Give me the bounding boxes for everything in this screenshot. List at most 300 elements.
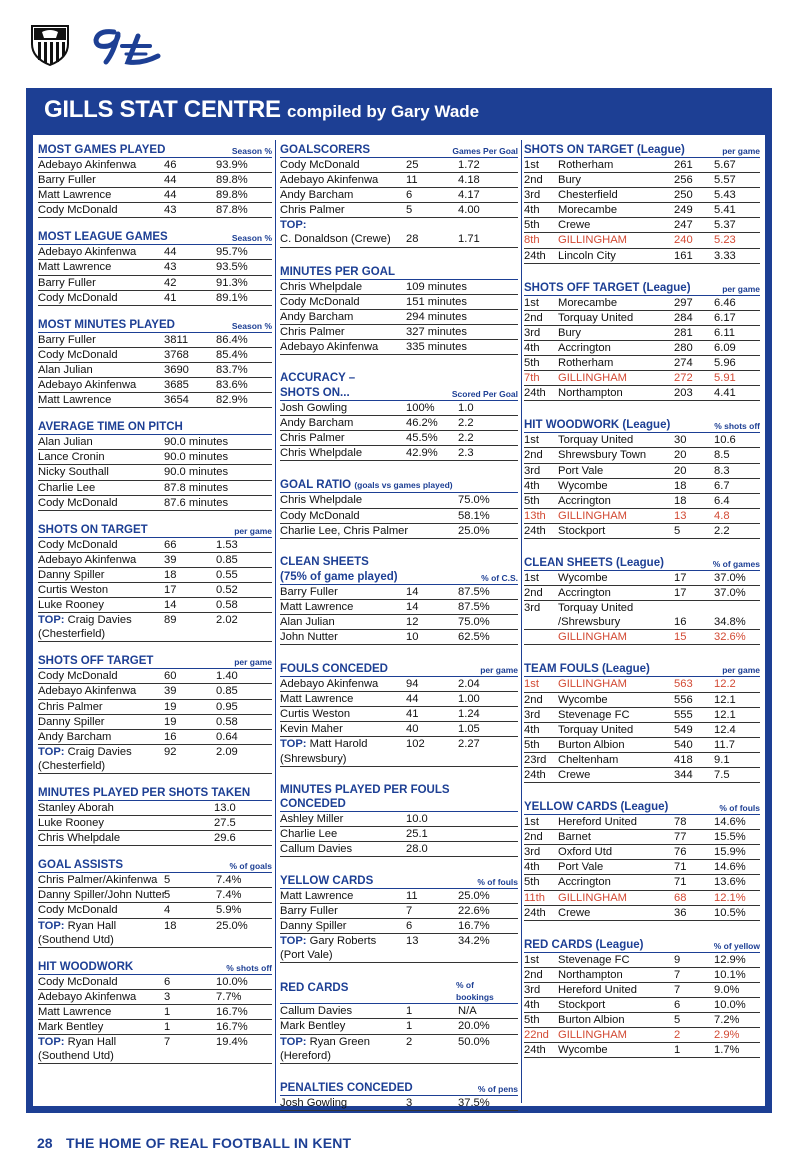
table-row bbox=[524, 296, 760, 311]
stat-percent: 20.0% bbox=[458, 1020, 490, 1033]
table-row bbox=[524, 203, 760, 218]
table-row bbox=[524, 341, 760, 356]
league-position: 4th bbox=[524, 999, 540, 1012]
table-row bbox=[524, 509, 760, 524]
club-name: (Shrewsbury) bbox=[280, 752, 347, 765]
stat-percent: 7.4% bbox=[216, 889, 242, 902]
stat-percent: 93.9% bbox=[216, 159, 248, 171]
team-name: Northampton bbox=[558, 968, 623, 981]
top-club-row bbox=[38, 759, 272, 774]
table-row bbox=[524, 601, 760, 615]
stat-value: 250 bbox=[674, 189, 693, 202]
league-position: 2nd bbox=[524, 311, 543, 324]
stat-value: 13 bbox=[674, 509, 687, 522]
table-row bbox=[280, 524, 518, 539]
section-unit: per game bbox=[722, 665, 760, 676]
table-row bbox=[38, 888, 272, 903]
stat-percent: 93.5% bbox=[216, 261, 248, 274]
team-name: Port Vale bbox=[558, 464, 604, 477]
section-title: CLEAN SHEETS bbox=[280, 555, 369, 568]
table-row bbox=[38, 173, 272, 188]
stat-value: 2 bbox=[406, 1035, 413, 1048]
team-name: GILLINGHAM bbox=[558, 678, 628, 691]
stats-column-1 bbox=[38, 142, 272, 1075]
player-name: Adebayo Akinfenwa bbox=[38, 379, 137, 392]
player-name: Nicky Southall bbox=[38, 466, 109, 479]
table-row bbox=[38, 568, 272, 583]
stat-value: 25 bbox=[406, 159, 419, 171]
table-row bbox=[524, 830, 760, 845]
stat-rate: 7.5 bbox=[714, 769, 730, 781]
stat-rate: 13.6% bbox=[714, 876, 746, 889]
stat-value: 11 bbox=[406, 174, 418, 187]
stat-value: 66 bbox=[164, 538, 177, 551]
table-row bbox=[524, 448, 760, 463]
stat-value: 44 bbox=[164, 189, 177, 202]
league-position: 3rd bbox=[524, 464, 541, 477]
league-position: 4th bbox=[524, 204, 540, 217]
team-name: Torquay United bbox=[558, 311, 634, 324]
stat-rate: 6.7 bbox=[714, 479, 730, 492]
player-name: Barry Fuller bbox=[38, 333, 96, 346]
section-unit: Scored Per Goal bbox=[451, 389, 518, 400]
stat-percent: N/A bbox=[458, 1005, 477, 1018]
hit-woodwork bbox=[38, 959, 272, 1065]
top-row bbox=[280, 1035, 518, 1049]
table-row bbox=[280, 827, 518, 842]
stat-percent: 25.0% bbox=[458, 889, 490, 902]
stat-value: 16 bbox=[164, 730, 177, 743]
stat-percent: 45.5% bbox=[406, 432, 438, 445]
top-row bbox=[38, 613, 272, 627]
league-position: 3rd bbox=[524, 846, 541, 859]
stat-value: 36 bbox=[674, 906, 687, 919]
top-label-row bbox=[280, 218, 518, 232]
stat-rate: 12.9% bbox=[714, 953, 746, 966]
player-name: Josh Gowling bbox=[280, 1096, 348, 1109]
stat-centre-frame bbox=[26, 88, 772, 1113]
stat-rate: 12.4 bbox=[714, 723, 736, 736]
club-name: (Southend Utd) bbox=[38, 1050, 114, 1063]
stat-rate: 9.1 bbox=[714, 753, 730, 766]
table-row bbox=[524, 371, 760, 386]
stat-value: 5 bbox=[164, 889, 171, 902]
table-row bbox=[524, 326, 760, 341]
most-league-games bbox=[38, 229, 272, 305]
team-name: GILLINGHAM bbox=[558, 509, 628, 522]
stat-percent: 25.0% bbox=[216, 919, 248, 932]
stat-percent: 82.9% bbox=[216, 394, 248, 407]
stat-percent: 37.5% bbox=[458, 1096, 490, 1109]
player-name: Chris Palmer bbox=[280, 204, 345, 217]
table-row bbox=[280, 1096, 518, 1111]
team-name: Stevenage FC bbox=[558, 708, 630, 721]
stat-rate: 5.57 bbox=[714, 174, 736, 187]
player-name: Luke Rooney bbox=[38, 599, 104, 612]
stat-value: 1 bbox=[406, 1020, 413, 1033]
player-name: Callum Davies bbox=[280, 1005, 353, 1018]
stat-value: 13.0 bbox=[214, 802, 236, 814]
table-row bbox=[38, 276, 272, 291]
table-row bbox=[280, 919, 518, 934]
column-divider bbox=[521, 140, 522, 1103]
stat-rate: 6.09 bbox=[714, 341, 736, 354]
table-row bbox=[38, 203, 272, 218]
league-position: 22nd bbox=[524, 1029, 549, 1042]
stat-rate: 10.0% bbox=[714, 999, 746, 1012]
table-row bbox=[38, 715, 272, 730]
table-row bbox=[524, 906, 760, 921]
stat-percent: 89.8% bbox=[216, 189, 248, 202]
stat-value: 556 bbox=[674, 693, 693, 706]
stat-value: 20 bbox=[674, 449, 687, 462]
stat-rate: 5.23 bbox=[714, 234, 736, 247]
table-row bbox=[524, 494, 760, 509]
section-title: YELLOW CARDS bbox=[280, 874, 374, 887]
table-row bbox=[280, 493, 518, 508]
stat-value: 281 bbox=[674, 326, 693, 339]
stat-rate: 7.2% bbox=[714, 1014, 740, 1027]
league-position: 24th bbox=[524, 387, 546, 400]
table-row bbox=[280, 677, 518, 692]
player-name: Mark Bentley bbox=[38, 1021, 104, 1034]
league-position: 2nd bbox=[524, 449, 543, 462]
table-row bbox=[38, 700, 272, 715]
section-title: GOAL RATIO bbox=[280, 479, 352, 492]
league-position: 1st bbox=[524, 678, 539, 691]
team-name: Rotherham bbox=[558, 159, 614, 171]
league-position: 3rd bbox=[524, 602, 541, 615]
stat-percent: 89.1% bbox=[216, 291, 248, 304]
section-unit: % of fouls bbox=[719, 803, 760, 814]
league-position: 2nd bbox=[524, 174, 543, 187]
table-row bbox=[38, 873, 272, 888]
player-name: Adebayo Akinfenwa bbox=[38, 246, 137, 259]
section-unit: % of goals bbox=[229, 861, 272, 872]
stat-percent: 7.7% bbox=[216, 990, 242, 1003]
top-label: TOP: bbox=[280, 219, 307, 232]
player-name: Matt Lawrence bbox=[38, 189, 112, 202]
stat-rate: 1.05 bbox=[458, 723, 480, 736]
stat-percent: 34.8% bbox=[714, 616, 746, 629]
table-row bbox=[38, 158, 272, 173]
table-row bbox=[280, 615, 518, 630]
stat-rate: 1.00 bbox=[458, 693, 480, 706]
section-title-note: (goals vs games played) bbox=[354, 480, 453, 491]
team-name: Rotherham bbox=[558, 357, 614, 370]
stat-rate: 2.04 bbox=[458, 678, 480, 691]
stat-value: 102 bbox=[406, 738, 425, 751]
most-games-played bbox=[38, 142, 272, 218]
league-position: 5th bbox=[524, 219, 540, 232]
stat-rate: 5.91 bbox=[714, 372, 736, 385]
team-name: GILLINGHAM bbox=[558, 631, 628, 644]
league-position: 3rd bbox=[524, 983, 541, 996]
minutes-per-foul bbox=[280, 783, 518, 857]
league-position: 8th bbox=[524, 234, 540, 247]
stat-value: 1 bbox=[674, 1044, 681, 1057]
table-row bbox=[524, 386, 760, 401]
stat-rate: 2.27 bbox=[458, 738, 480, 751]
stat-value: 39 bbox=[164, 685, 177, 698]
team-name: Crewe bbox=[558, 769, 591, 781]
player-name: Chris Whelpdale bbox=[280, 447, 363, 460]
team-name: Burton Albion bbox=[558, 1014, 625, 1027]
section-title: GOAL ASSISTS bbox=[38, 859, 123, 872]
minutes-per-shot bbox=[38, 785, 272, 846]
table-row bbox=[38, 816, 272, 831]
section-title: TEAM FOULS (League) bbox=[524, 663, 650, 676]
goal-assists bbox=[38, 857, 272, 947]
table-row bbox=[524, 524, 760, 539]
league-position: 5th bbox=[524, 738, 540, 751]
stat-value: 240 bbox=[674, 234, 693, 247]
team-name: Port Vale bbox=[558, 861, 604, 874]
player-name: Adebayo Akinfenwa bbox=[38, 685, 137, 698]
hit-woodwork-league bbox=[524, 417, 760, 539]
stat-value: 256 bbox=[674, 174, 693, 187]
table-row bbox=[280, 325, 518, 340]
player-name: Chris Whelpdale bbox=[38, 832, 121, 845]
stat-percent: 100% bbox=[406, 402, 435, 415]
player-name: Lance Cronin bbox=[38, 451, 105, 464]
team-name: Crewe bbox=[558, 906, 591, 919]
player-name: Cody McDonald bbox=[280, 295, 360, 308]
team-name: Northampton bbox=[558, 387, 623, 400]
stat-percent: 58.1% bbox=[458, 509, 490, 522]
stat-rate: 0.52 bbox=[216, 583, 238, 596]
top-row bbox=[280, 934, 518, 948]
stat-rate: 0.64 bbox=[216, 730, 238, 743]
table-row bbox=[524, 693, 760, 708]
league-position: 24th bbox=[524, 1044, 546, 1057]
stat-value: 249 bbox=[674, 204, 693, 217]
title-text: GILLS STAT CENTRE bbox=[44, 96, 281, 123]
stat-percent: 83.6% bbox=[216, 379, 248, 392]
table-row bbox=[280, 203, 518, 218]
stat-value: 12 bbox=[406, 615, 419, 628]
stat-rate: 8.5 bbox=[714, 449, 730, 462]
stat-rate: 12.2 bbox=[714, 678, 736, 691]
table-row bbox=[280, 600, 518, 615]
stat-percent: 7.4% bbox=[216, 874, 242, 887]
player-name: Matt Harold bbox=[309, 738, 368, 751]
top-club-row bbox=[38, 1049, 272, 1064]
player-name: Danny Spiller bbox=[280, 920, 347, 933]
stat-rate: 4.17 bbox=[458, 189, 480, 202]
table-row bbox=[38, 260, 272, 275]
table-row bbox=[280, 842, 518, 857]
section-unit: % of bbox=[456, 980, 474, 991]
team-name: Accrington bbox=[558, 587, 611, 600]
stat-percent: 22.6% bbox=[458, 905, 490, 917]
league-position: 1st bbox=[524, 953, 539, 966]
player-name: Barry Fuller bbox=[280, 585, 338, 598]
section-title-line2: (75% of game played) bbox=[280, 570, 398, 583]
player-name: Ryan Hall bbox=[67, 1036, 117, 1049]
stat-rate: 5.37 bbox=[714, 219, 736, 232]
player-name: Cody McDonald bbox=[38, 670, 118, 683]
team-name: Accrington bbox=[558, 876, 611, 889]
stat-value: 4 bbox=[164, 904, 171, 917]
team-name: Cheltenham bbox=[558, 753, 619, 766]
league-position: 3rd bbox=[524, 326, 541, 339]
player-name: Cody McDonald bbox=[38, 496, 118, 509]
stat-value: 3768 bbox=[164, 348, 189, 361]
stat-value: 78 bbox=[674, 816, 687, 829]
stat-value: 94 bbox=[406, 678, 419, 691]
section-title: FOULS CONCEDED bbox=[280, 663, 388, 676]
table-row bbox=[280, 280, 518, 295]
table-row bbox=[524, 968, 760, 983]
stat-value: 19 bbox=[164, 700, 177, 713]
stat-rate: 6.11 bbox=[714, 326, 735, 339]
stat-percent: 75.0% bbox=[458, 494, 490, 507]
stat-value: 28 bbox=[406, 233, 419, 246]
stat-percent: 86.4% bbox=[216, 333, 248, 346]
team-name: Stockport bbox=[558, 999, 606, 1012]
table-row bbox=[280, 401, 518, 416]
stat-value: 1 bbox=[164, 1005, 171, 1018]
table-row bbox=[38, 553, 272, 568]
stat-value: 42 bbox=[164, 276, 177, 289]
top-label: TOP: bbox=[38, 919, 65, 932]
league-position: 4th bbox=[524, 341, 540, 354]
most-minutes-played bbox=[38, 317, 272, 408]
league-position: 1st bbox=[524, 296, 539, 309]
player-name: Barry Fuller bbox=[280, 905, 338, 917]
player-name: Josh Gowling bbox=[280, 402, 348, 415]
stat-rate: 9.0% bbox=[714, 983, 740, 996]
stat-value: 3 bbox=[406, 1096, 413, 1109]
section-title: YELLOW CARDS (League) bbox=[524, 801, 669, 814]
table-row bbox=[280, 416, 518, 431]
stat-value: 14 bbox=[164, 599, 177, 612]
stat-rate: 14.6% bbox=[714, 816, 746, 829]
table-row bbox=[38, 435, 272, 450]
stat-rate: 14.6% bbox=[714, 861, 746, 874]
section-title: SHOTS OFF TARGET (League) bbox=[524, 281, 691, 294]
stat-value: 5 bbox=[674, 524, 681, 537]
league-position: 3rd bbox=[524, 708, 541, 721]
table-row bbox=[38, 684, 272, 699]
player-name: Gary Roberts bbox=[309, 935, 377, 948]
table-row bbox=[38, 730, 272, 745]
team-name: Burton Albion bbox=[558, 738, 625, 751]
league-position: 2nd bbox=[524, 968, 543, 981]
stat-value: 5 bbox=[406, 204, 413, 217]
league-table bbox=[524, 158, 760, 264]
table-row bbox=[280, 707, 518, 722]
player-name: Barry Fuller bbox=[38, 276, 96, 289]
team-name: Torquay United bbox=[558, 723, 634, 736]
player-name: Danny Spiller bbox=[38, 568, 105, 581]
table-row bbox=[524, 677, 760, 692]
stat-value: 30 bbox=[674, 434, 687, 447]
stat-percent: 37.0% bbox=[714, 587, 746, 600]
player-name: Matt Lawrence bbox=[38, 1005, 112, 1018]
player-name: Matt Lawrence bbox=[38, 261, 112, 274]
team-name: Wycombe bbox=[558, 479, 608, 492]
table-row bbox=[38, 188, 272, 203]
stat-value: 10.0 bbox=[406, 812, 428, 825]
stat-percent: 19.4% bbox=[216, 1036, 248, 1049]
player-name: C. Donaldson (Crewe) bbox=[280, 233, 391, 246]
section-unit: % of fouls bbox=[477, 876, 518, 887]
table-row bbox=[524, 875, 760, 890]
page-number: 28 bbox=[37, 1135, 53, 1151]
table-row bbox=[524, 630, 760, 645]
table-row bbox=[524, 188, 760, 203]
stat-rate: 15.9% bbox=[714, 846, 746, 859]
section-title: MOST MINUTES PLAYED bbox=[38, 318, 175, 331]
stat-value: 41 bbox=[164, 291, 177, 304]
section-title: PENALTIES CONCEDED bbox=[280, 1081, 413, 1094]
table-row bbox=[38, 481, 272, 496]
stat-rate: 12.1% bbox=[714, 891, 746, 904]
stat-rate: 0.55 bbox=[216, 568, 238, 581]
stat-rate: 4.18 bbox=[458, 174, 480, 187]
stat-value: 14 bbox=[406, 585, 419, 598]
league-position: 4th bbox=[524, 479, 540, 492]
stat-rate: 5.96 bbox=[714, 357, 736, 370]
league-position: 5th bbox=[524, 357, 540, 370]
stat-percent: 10.0% bbox=[216, 975, 248, 988]
team-fouls-league bbox=[524, 661, 760, 783]
section-title: HIT WOODWORK bbox=[38, 960, 134, 973]
section-unit-line2: bookings bbox=[456, 992, 494, 1003]
stat-value: 3 bbox=[164, 990, 171, 1003]
stat-value: 25.1 bbox=[406, 827, 428, 840]
stat-value: 15 bbox=[674, 631, 687, 644]
stat-percent: 16.7% bbox=[458, 920, 490, 933]
team-name: Chesterfield bbox=[558, 189, 618, 202]
team-name: Morecambe bbox=[558, 204, 618, 217]
player-name: Adebayo Akinfenwa bbox=[38, 990, 137, 1003]
team-name: Oxford Utd bbox=[558, 846, 613, 859]
player-name: Charlie Lee bbox=[280, 827, 338, 840]
stat-value: 18 bbox=[674, 479, 687, 492]
stat-value: 17 bbox=[164, 583, 177, 596]
team-name-line2: /Shrewsbury bbox=[558, 616, 621, 629]
top-label: TOP: bbox=[38, 745, 65, 758]
stat-rate: 0.85 bbox=[216, 685, 238, 698]
stat-rate: 0.58 bbox=[216, 599, 238, 612]
player-name: John Nutter bbox=[280, 630, 338, 643]
player-name: Alan Julian bbox=[38, 436, 93, 449]
table-row bbox=[38, 291, 272, 306]
stat-value: 71 bbox=[674, 861, 687, 874]
stats-column-2 bbox=[280, 142, 518, 1122]
player-name: Stanley Aborah bbox=[38, 802, 114, 814]
team-name: Stevenage FC bbox=[558, 953, 630, 966]
stat-rate: 11.7 bbox=[714, 738, 735, 751]
table-row bbox=[38, 990, 272, 1005]
section-title: MOST LEAGUE GAMES bbox=[38, 231, 168, 244]
stat-rate: 12.1 bbox=[714, 693, 736, 706]
yellow-cards-league bbox=[524, 799, 760, 921]
stat-rate: 2.2 bbox=[714, 524, 730, 537]
player-name: Ryan Green bbox=[309, 1035, 370, 1048]
stat-rate: 2.9% bbox=[714, 1029, 740, 1042]
stat-rate: 4.41 bbox=[714, 387, 736, 400]
stat-rate: 3.33 bbox=[714, 249, 736, 262]
shots-off-target bbox=[38, 653, 272, 774]
league-table bbox=[524, 677, 760, 783]
stat-rate: 6.46 bbox=[714, 296, 736, 309]
stat-percent: 34.2% bbox=[458, 935, 490, 948]
section-unit: % of yellow bbox=[713, 940, 760, 951]
